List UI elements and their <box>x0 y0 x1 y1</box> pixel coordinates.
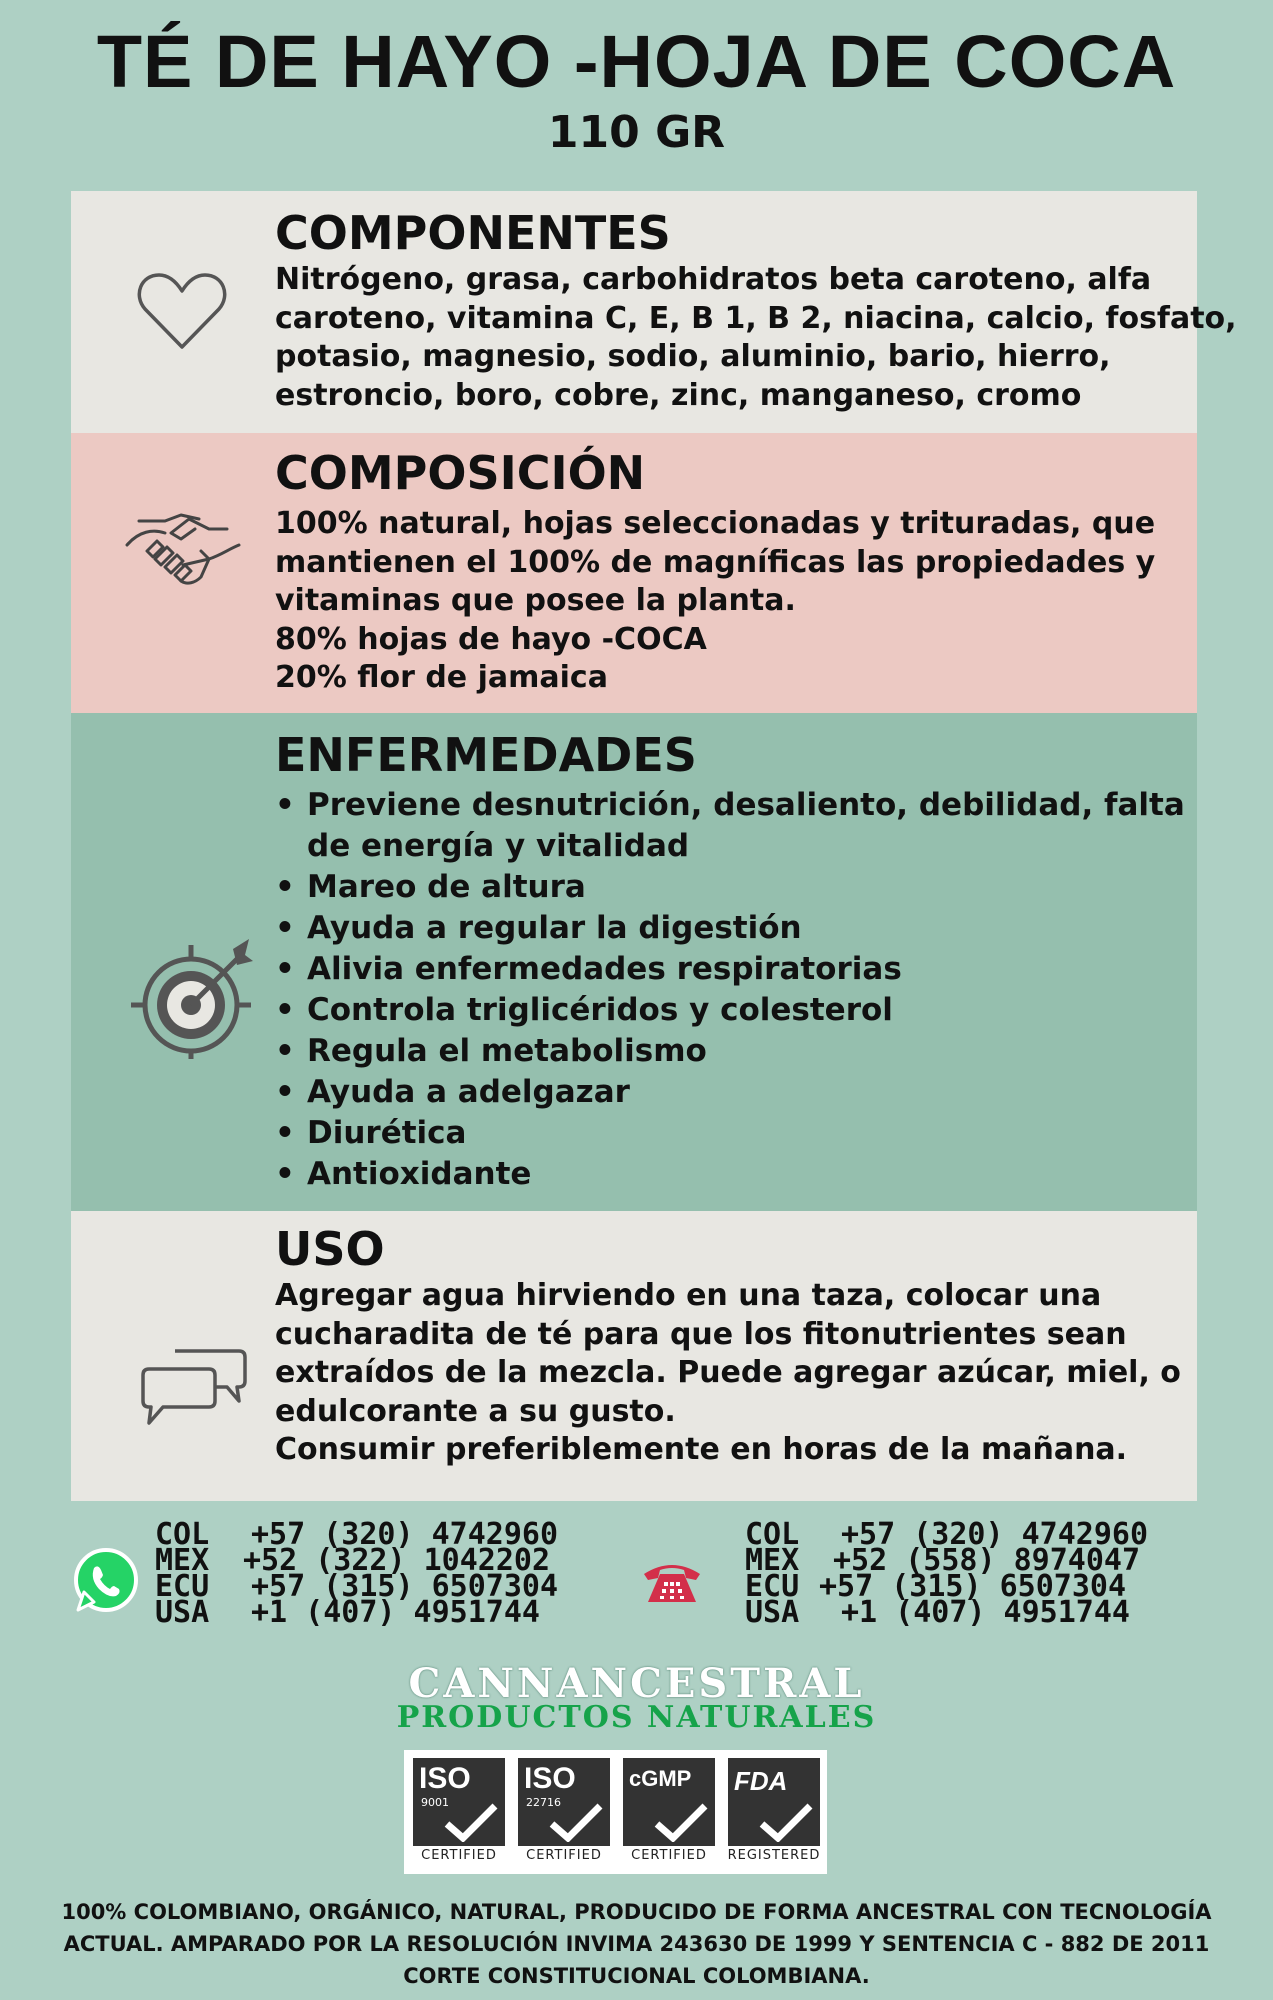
cert-caption: REGISTERED <box>727 1848 821 1863</box>
section-line: 20% flor de jamaica <box>275 660 608 695</box>
page-title: TÉ DE HAYO -HOJA DE COCA <box>96 20 1177 103</box>
cert-name: cGMP <box>629 1766 692 1791</box>
list-item: • Controla triglicéridos y colesterol <box>275 990 1205 1031</box>
section-line: caroteno, vitamina C, E, B 1, B 2, niacina, calcio, fosfato, <box>275 300 1237 336</box>
phone-number[interactable]: +57 (315) 6507304 <box>819 1569 1127 1604</box>
section-line: potasio, magnesio, sodio, aluminio, bario, hierro, <box>275 339 1111 374</box>
footer-line: ACTUAL. AMPARADO POR LA RESOLUCIÓN INVIMA 243630 DE 1999 Y SENTENCIA C - 882 DE 2011 <box>63 1932 1210 1956</box>
section-line: Consumir preferiblemente en horas de la mañana. <box>275 1432 1128 1467</box>
cert-caption: CERTIFIED <box>421 1848 497 1863</box>
section-line: edulcorante a su gusto. <box>275 1393 676 1429</box>
section-title: ENFERMEDADES <box>275 728 697 782</box>
section-title: COMPOSICIÓN <box>275 446 646 500</box>
cgmp-badge <box>620 1758 718 1866</box>
heart-icon <box>137 269 227 353</box>
country-code: COL <box>155 1517 210 1552</box>
list-item: • Previene desnutrición, desaliento, debilidad, falta de energía y vitalidad <box>275 785 1187 867</box>
section-line: Nitrógeno, grasa, carbohidratos beta caroteno, alfa <box>275 262 1152 297</box>
iso-9001-badge <box>410 1758 508 1866</box>
section-line: vitaminas que posee la planta. <box>275 583 796 618</box>
phone-number[interactable]: +1 (407) 4951744 <box>841 1595 1130 1630</box>
whatsapp-contacts <box>155 1517 559 1630</box>
list-item: • Ayuda a adelgazar <box>275 1072 1205 1113</box>
section-line: estroncio, boro, cobre, zinc, manganeso, cromo <box>275 377 1082 413</box>
iso-22716-badge <box>515 1758 613 1866</box>
country-code: MEX <box>155 1543 210 1578</box>
contact-row <box>155 1595 558 1630</box>
phone-number[interactable]: +57 (320) 4742960 <box>841 1517 1149 1552</box>
country-code: ECU <box>155 1569 210 1604</box>
page-subtitle: 110 GR <box>547 107 726 158</box>
section-enfermedades <box>71 713 1197 1211</box>
list-item: • Alivia enfermedades respiratorias <box>275 949 1205 990</box>
phone-number[interactable]: +1 (407) 4951744 <box>251 1595 540 1630</box>
cert-name: ISO <box>524 1762 576 1795</box>
country-code: USA <box>745 1595 800 1630</box>
section-title: COMPONENTES <box>275 206 671 260</box>
disease-list <box>275 785 1205 1195</box>
list-item: • Mareo de altura <box>275 867 1205 908</box>
target-icon <box>129 935 257 1059</box>
section-line: cucharadita de té para que los fitonutrientes sean <box>275 1316 1127 1352</box>
legal-footer <box>0 1896 1273 1992</box>
phone-number[interactable]: +52 (322) 1042202 <box>243 1543 551 1578</box>
section-uso <box>71 1211 1197 1501</box>
cert-caption: CERTIFIED <box>631 1848 707 1863</box>
telephone-contacts <box>745 1517 1149 1630</box>
section-title: USO <box>275 1222 385 1276</box>
footer-line: 100% COLOMBIANO, ORGÁNICO, NATURAL, PRODUCIDO DE FORMA ANCESTRAL CON TECNOLOGÍA <box>61 1900 1212 1924</box>
cert-detail: 22716 <box>526 1796 561 1809</box>
cert-name: ISO <box>419 1762 471 1795</box>
checkmark-icon <box>443 1802 499 1842</box>
brand-name: CANNANCESTRAL <box>408 1660 865 1707</box>
country-code: ECU <box>745 1569 800 1604</box>
telephone-icon[interactable] <box>640 1558 704 1604</box>
whatsapp-icon[interactable] <box>72 1548 138 1614</box>
cert-name: FDA <box>734 1766 788 1796</box>
section-line: 100% natural, hojas seleccionadas y trituradas, que <box>275 506 1156 541</box>
cert-detail: 9001 <box>421 1796 449 1809</box>
country-code: COL <box>745 1517 800 1552</box>
section-line: extraídos de la mezcla. Puede agregar azúcar, miel, o <box>275 1355 1181 1390</box>
country-code: MEX <box>745 1543 800 1578</box>
list-item: • Regula el metabolismo <box>275 1031 1205 1072</box>
checkmark-icon <box>758 1802 814 1842</box>
brand-tagline: PRODUCTOS NATURALES <box>396 1700 877 1735</box>
section-composicion <box>71 433 1197 713</box>
list-item: • Diurética <box>275 1113 1205 1154</box>
section-line: Agregar agua hirviendo en una taza, colocar una <box>275 1278 1102 1313</box>
list-item: • Antioxidante <box>275 1154 1205 1195</box>
list-item: • Ayuda a regular la digestión <box>275 908 1205 949</box>
fda-badge <box>725 1758 823 1866</box>
section-line: 80% hojas de hayo -COCA <box>275 621 707 657</box>
certification-badges <box>404 1750 827 1874</box>
section-line: mantienen el 100% de magníficas las propiedades y <box>275 544 1156 580</box>
phone-number[interactable]: +52 (558) 8974047 <box>833 1543 1141 1578</box>
checkmark-icon <box>653 1802 709 1842</box>
phone-number[interactable]: +57 (320) 4742960 <box>251 1517 559 1552</box>
checkmark-icon <box>548 1802 604 1842</box>
phone-number[interactable]: +57 (315) 6507304 <box>251 1569 559 1604</box>
section-componentes <box>71 191 1237 433</box>
country-code: USA <box>155 1595 210 1630</box>
chat-icon <box>141 1347 249 1427</box>
handshake-icon <box>125 511 241 589</box>
cert-caption: CERTIFIED <box>526 1848 602 1863</box>
contact-row <box>745 1595 1148 1630</box>
footer-line: CORTE CONSTITUCIONAL COLOMBIANA. <box>403 1964 870 1988</box>
